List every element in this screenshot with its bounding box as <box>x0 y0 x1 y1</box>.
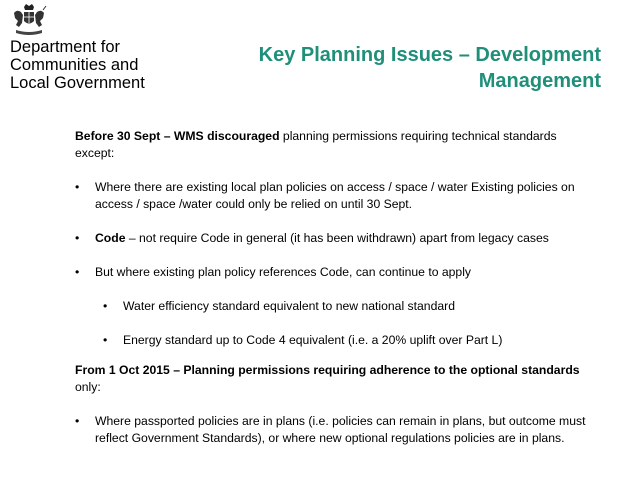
intro-paragraph <box>75 128 595 162</box>
from-paragraph <box>75 362 595 396</box>
sub-bullet-item <box>75 298 595 315</box>
sub-bullet-item <box>75 332 595 349</box>
bullet-item <box>75 179 595 213</box>
department-name <box>10 38 145 92</box>
slide-title <box>259 42 601 94</box>
intro-text: planning permissions requiring technical standards except: <box>75 129 557 160</box>
bullet-text: – not require Code in general (it has been withdrawn) apart from legacy cases <box>125 231 549 245</box>
title-line-1: Key Planning Issues – Development <box>258 44 601 66</box>
royal-coat-of-arms-icon <box>10 3 48 37</box>
bullet-text: Where there are existing local plan policies on access / space / water Existing policies on access / space /water could only be relied on until 30 Sept. <box>95 180 575 211</box>
title-line-2: Management <box>478 70 601 92</box>
dept-line-3: Local Government <box>10 74 145 92</box>
bullet-bold: Code <box>95 231 126 245</box>
from-bold: From 1 Oct 2015 – Planning permissions requiring adherence to the optional standards <box>75 363 580 377</box>
bullet-item <box>75 264 595 281</box>
bullet-item <box>75 230 595 247</box>
dept-line-1: Department for <box>10 38 121 56</box>
bullet-marker: • <box>75 231 80 245</box>
bullet-item <box>75 413 595 447</box>
slide-body <box>75 128 595 447</box>
bullet-marker: • <box>75 265 80 279</box>
bullet-marker: • <box>75 414 80 428</box>
bullet-text: But where existing plan policy references Code, can continue to apply <box>95 265 472 279</box>
bullet-marker: • <box>75 180 80 194</box>
sub-bullet-text: Energy standard up to Code 4 equivalent (i.e. a 20% uplift over Part L) <box>123 333 503 347</box>
sub-bullet-text: Water efficiency standard equivalent to new national standard <box>123 299 455 313</box>
bullet-text: Where passported policies are in plans (i.e. policies can remain in plans, but outcome must reflect Government Standards), or where new optional regulations policies are in plans. <box>95 414 586 445</box>
from-text: only: <box>75 380 101 394</box>
intro-bold: Before 30 Sept – WMS discouraged <box>75 129 280 143</box>
sub-bullet-marker: • <box>103 299 108 313</box>
sub-bullet-marker: • <box>103 333 108 347</box>
dept-line-2: Communities and <box>10 56 139 74</box>
